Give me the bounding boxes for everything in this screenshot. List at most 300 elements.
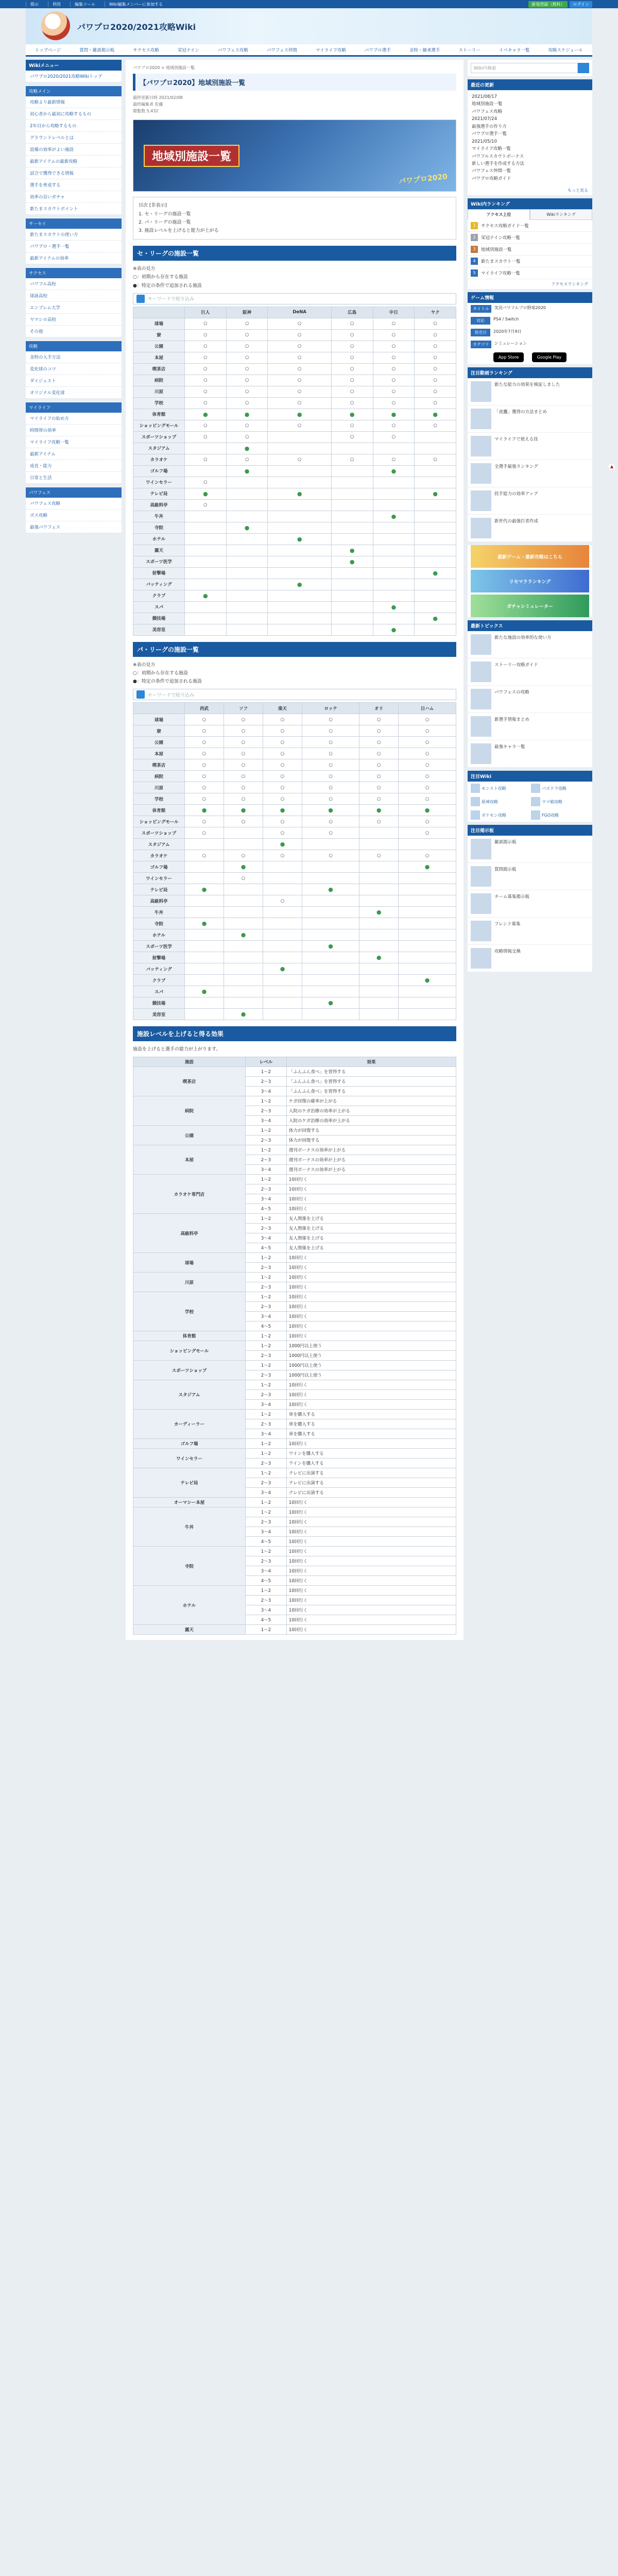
facility-mark	[415, 556, 456, 567]
menu-section	[26, 218, 122, 264]
top-link[interactable]: Wiki編集メンバーに参加する	[105, 2, 167, 7]
video-title: 新世代の最強打者作成	[494, 519, 539, 524]
wiki-link[interactable]	[471, 784, 529, 793]
board-title: フレンド募集	[494, 922, 521, 927]
board-thumbnail	[471, 893, 491, 914]
facility-mark: ○	[399, 850, 456, 861]
facility-mark: ○	[226, 352, 268, 363]
menu-item[interactable]: 金特の入手方法	[26, 351, 122, 363]
menu-section	[26, 487, 122, 533]
facility-mark	[331, 624, 373, 635]
facility-mark	[359, 1009, 399, 1020]
table-row	[133, 397, 456, 409]
wiki-link[interactable]	[531, 797, 589, 806]
toc-item[interactable]: 3. 施設レベルを上げると能力が上がる	[139, 228, 219, 233]
menu-item[interactable]: ダイジェスト	[26, 375, 122, 387]
facility-name: 競技場	[133, 613, 185, 624]
facility-mark	[415, 545, 456, 556]
facility-mark: ●	[415, 488, 456, 499]
meta-line: 最終更新日時 2021/02/08	[133, 95, 183, 100]
menu-item[interactable]: その他	[26, 326, 122, 337]
top-link[interactable]: 編集ツール	[70, 2, 99, 7]
table-row	[133, 624, 456, 635]
site-title[interactable]: パワプロ2020/2021攻略Wiki	[77, 22, 196, 32]
level-range: 4〜5	[245, 1321, 286, 1331]
facility-mark: ●	[359, 907, 399, 918]
team-header: 日ハム	[399, 703, 456, 714]
toc-title[interactable]: 目次 [非表示]	[139, 203, 167, 209]
facility-mark: ○	[359, 782, 399, 793]
video-item[interactable]	[468, 460, 592, 487]
facility-mark: ○	[302, 737, 359, 748]
facility-mark	[331, 613, 373, 624]
facility-mark: ○	[415, 386, 456, 397]
facility-mark	[359, 929, 399, 941]
level-row	[133, 1067, 456, 1077]
level-effect: 友人関係を上げる	[286, 1224, 456, 1233]
facility-mark: ○	[268, 386, 331, 397]
board-item[interactable]	[468, 918, 592, 945]
facility-name: スタジアム	[133, 443, 185, 454]
menu-section	[26, 341, 122, 399]
rank-item[interactable]	[468, 267, 592, 279]
table-row	[133, 318, 456, 329]
menu-top-link[interactable]: パワプロ2020/2021攻略Wikiトップ	[26, 71, 122, 82]
recent-link[interactable]: パワフルスカウトボーナス	[472, 154, 524, 159]
recent-more-link[interactable]: もっと見る	[568, 188, 588, 193]
rank-item[interactable]	[468, 256, 592, 267]
facility-mark: ○	[263, 759, 302, 771]
facility-mark: ●	[185, 488, 227, 499]
facility-mark: ●	[263, 839, 302, 850]
facility-mark: ●	[399, 975, 456, 986]
level-effect: ワインを購入する	[286, 1459, 456, 1468]
facility-mark: ○	[268, 363, 331, 375]
facility-mark: ○	[268, 397, 331, 409]
facility-name: ワインセラー	[133, 477, 185, 488]
central-filter-input[interactable]	[133, 293, 456, 304]
banner-reroll[interactable]: リセマラランキング	[471, 570, 589, 592]
facility-mark: ○	[359, 850, 399, 861]
facility-mark: ●	[302, 941, 359, 952]
facility-mark	[359, 918, 399, 929]
recent-link[interactable]: パワフェス攻略	[472, 109, 503, 114]
facility-name: クラブ	[133, 590, 185, 601]
table-row	[133, 386, 456, 397]
level-effect: 「ふんふん食べ」を習得する	[286, 1087, 456, 1096]
level-range: 1〜2	[245, 1273, 286, 1282]
nav-item[interactable]: 金特・継承選手	[409, 47, 440, 53]
level-effect: 入院のケガ治療の効率が上がる	[286, 1106, 456, 1116]
level-col-header: 効果	[286, 1057, 456, 1067]
menu-item[interactable]: 球詠高校	[26, 290, 122, 302]
facility-name: 露天	[133, 545, 185, 556]
level-row	[133, 1175, 456, 1184]
facility-mark: ●	[415, 567, 456, 579]
level-effect: 10回行く	[286, 1321, 456, 1331]
menu-item[interactable]: マイライフ攻略一覧	[26, 436, 122, 448]
facility-mark	[331, 511, 373, 522]
facility-mark: ○	[185, 816, 224, 827]
login-button[interactable]: ログイン	[570, 1, 592, 8]
recent-link[interactable]: パワプロ選手一覧	[472, 131, 507, 137]
rank-label: 地域別施設一覧	[481, 247, 512, 253]
recent-link[interactable]: 新しい選手を作成する方法	[472, 161, 525, 166]
facility-mark	[302, 963, 359, 975]
search-button[interactable]	[578, 63, 589, 73]
table-row	[133, 918, 456, 929]
menu-item[interactable]: ボス攻略	[26, 510, 122, 521]
facility-mark: ○	[185, 341, 227, 352]
facility-name: 射撃場	[133, 567, 185, 579]
board-item[interactable]	[468, 836, 592, 863]
facility-mark	[359, 941, 399, 952]
menu-section-heading[interactable]: 攻略	[26, 341, 122, 351]
level-effect: 入院のケガ治療の効率が上がる	[286, 1116, 456, 1126]
facility-mark	[185, 443, 227, 454]
facility-mark: ●	[268, 579, 331, 590]
facility-name: 本屋	[133, 748, 185, 759]
menu-item[interactable]: 選手を育成する	[26, 179, 122, 191]
facility-name: 喫茶店	[133, 363, 185, 375]
facility-mark: ○	[226, 420, 268, 431]
facility-mark: ○	[226, 397, 268, 409]
facility-name: スパ	[133, 986, 185, 997]
rank-number: 5	[471, 269, 478, 277]
level-facility: スタジアム	[133, 1380, 246, 1410]
banner-gacha[interactable]: ガチャシミュレーター	[471, 595, 589, 617]
table-row	[133, 827, 456, 839]
level-effect: ワインを購入する	[286, 1449, 456, 1459]
facility-mark	[268, 613, 331, 624]
recent-link[interactable]: パワフェス仲間一覧	[472, 168, 511, 174]
facility-mark	[224, 839, 263, 850]
facility-mark	[399, 839, 456, 850]
menu-item[interactable]: 初心者から最初に攻略するもの	[26, 108, 122, 120]
video-item[interactable]	[468, 487, 592, 515]
facility-mark	[224, 941, 263, 952]
breadcrumb[interactable]: パワプロ2020 > 地域別施設一覧	[133, 65, 195, 70]
rank-label: 栄冠ナイン攻略一覧	[481, 235, 520, 241]
wiki-link[interactable]	[471, 810, 529, 820]
table-row	[133, 613, 456, 624]
facility-mark: ○	[263, 895, 302, 907]
level-effect: 10回行く	[286, 1194, 456, 1204]
topic-title: 新選手情報まとめ	[494, 717, 530, 723]
level-range: 3〜4	[245, 1605, 286, 1615]
level-range: 1〜2	[245, 1175, 286, 1184]
level-range: 1〜2	[245, 1586, 286, 1596]
menu-section-heading[interactable]: マイライフ	[26, 402, 122, 413]
facility-mark	[399, 907, 456, 918]
facility-mark	[226, 511, 268, 522]
wiki-link[interactable]	[471, 797, 529, 806]
level-facility: ワインセラー	[133, 1449, 246, 1468]
team-header: 西武	[185, 703, 224, 714]
level-effect: 10回行く	[286, 1527, 456, 1537]
board-thumbnail	[471, 866, 491, 887]
menu-item[interactable]: 新たまスカウトポイント	[26, 203, 122, 215]
facility-mark: ●	[185, 409, 227, 420]
level-row	[133, 1341, 456, 1351]
video-item[interactable]	[468, 433, 592, 460]
game-info-key: 対応	[471, 317, 490, 325]
facility-mark: ●	[415, 409, 456, 420]
nav-item[interactable]: サクセス攻略	[133, 47, 159, 53]
menu-item[interactable]: 最強パワフェス	[26, 521, 122, 533]
facility-mark: ○	[224, 737, 263, 748]
level-range: 1〜2	[245, 1096, 286, 1106]
app-store-button[interactable]: App Store	[493, 352, 524, 362]
page-top-icon[interactable]: ▲	[609, 464, 615, 470]
signup-button[interactable]: 新規登録（無料）	[528, 1, 568, 8]
toc-item[interactable]: 1. セ・リーグの施設一覧	[139, 211, 191, 217]
level-range: 1〜2	[245, 1341, 286, 1351]
recent-link[interactable]: パワプロ攻略ガイド	[472, 176, 511, 181]
ranking-more-link[interactable]: アクセスランキング	[551, 282, 588, 287]
facility-mark	[224, 827, 263, 839]
level-facility: 高級料亭	[133, 1214, 246, 1253]
menu-item[interactable]: グラウンドレベルとは	[26, 132, 122, 144]
facility-name: 寮	[133, 329, 185, 341]
facility-mark	[331, 533, 373, 545]
level-effect: 10回行く	[286, 1292, 456, 1302]
level-range: 1〜2	[245, 1547, 286, 1556]
level-range: 1〜2	[245, 1439, 286, 1449]
menu-item[interactable]: エンブレム大学	[26, 302, 122, 314]
facility-mark	[185, 907, 224, 918]
nav-item[interactable]: 質問・雑談掲示板	[79, 47, 115, 53]
level-effect: 10回行く	[286, 1253, 456, 1263]
facility-mark: ●	[373, 511, 415, 522]
menu-item[interactable]: ヤマシロ高校	[26, 314, 122, 326]
facility-mark	[185, 873, 224, 884]
menu-item[interactable]: 最新アイテムの最新攻略	[26, 156, 122, 167]
level-effect: 10回行く	[286, 1507, 456, 1517]
facility-mark	[263, 861, 302, 873]
menu-item[interactable]: 変化球のコツ	[26, 363, 122, 375]
rank-item[interactable]	[468, 244, 592, 256]
level-effect: 10回行く	[286, 1331, 456, 1341]
facility-mark	[263, 918, 302, 929]
rank-item[interactable]	[468, 232, 592, 244]
level-facility: 公園	[133, 1126, 246, 1145]
team-header: 阪神	[226, 307, 268, 318]
facility-mark	[399, 952, 456, 963]
nav-item[interactable]: 攻略スケジュール	[548, 47, 583, 53]
topic-thumbnail	[471, 716, 491, 737]
board-item[interactable]	[468, 863, 592, 890]
pacific-filter-input[interactable]	[133, 689, 456, 700]
wiki-link[interactable]	[531, 810, 589, 820]
facility-mark	[185, 624, 227, 635]
facility-mark	[268, 477, 331, 488]
recent-link[interactable]: マイライフ攻略一覧	[472, 146, 511, 152]
menu-section-heading[interactable]: パワフェス	[26, 487, 122, 498]
facility-mark	[302, 918, 359, 929]
top-link[interactable]: 掲示	[26, 2, 43, 7]
site-logo-icon[interactable]	[41, 11, 70, 40]
central-heading: セ・リーグの施設一覧	[133, 246, 456, 261]
banner-latest[interactable]: 最新ゲーム・最新攻略はこちら	[471, 545, 589, 568]
facility-name: 公園	[133, 737, 185, 748]
level-facility: 露天	[133, 1625, 246, 1635]
menu-section	[26, 267, 122, 337]
facility-mark: ○	[263, 850, 302, 861]
facility-mark: ○	[373, 397, 415, 409]
level-range: 2〜3	[245, 1419, 286, 1429]
hero-subtitle: パワプロ2020	[398, 173, 448, 187]
recent-link[interactable]: 最強選手の作り方	[472, 124, 507, 129]
facility-mark	[263, 873, 302, 884]
facility-mark	[263, 929, 302, 941]
table-row	[133, 997, 456, 1009]
nav-item[interactable]: マイライフ攻略	[316, 47, 346, 53]
level-facility: カラオケ専門店	[133, 1175, 246, 1214]
facility-mark	[226, 499, 268, 511]
level-col-header: レベル	[245, 1057, 286, 1067]
wiki-thumbnail	[471, 784, 480, 793]
level-facility: ショッピングモール	[133, 1341, 246, 1361]
menu-item[interactable]: パワフェス攻略	[26, 498, 122, 510]
board-title: 攻略情報交換	[494, 949, 521, 955]
video-thumbnail	[471, 463, 491, 484]
topic-item[interactable]	[468, 713, 592, 740]
facility-mark: ●	[226, 443, 268, 454]
level-range: 4〜5	[245, 1615, 286, 1625]
video-title: 「虎鷹」獲得の方法まとめ	[494, 410, 547, 415]
menu-item[interactable]: 最新アイテム	[26, 448, 122, 460]
facility-name: 美容室	[133, 624, 185, 635]
nav-item[interactable]: パワフェス仲間	[266, 47, 297, 53]
facility-mark: ○	[302, 759, 359, 771]
team-header: DeNA	[268, 307, 331, 318]
topic-item[interactable]	[468, 740, 592, 768]
game-info-row	[468, 303, 592, 315]
facility-mark	[185, 522, 227, 533]
wiki-thumbnail	[531, 784, 540, 793]
facility-mark: ○	[359, 714, 399, 725]
menu-item[interactable]: オリジナル変化球	[26, 387, 122, 399]
board-item[interactable]	[468, 890, 592, 918]
level-row	[133, 1625, 456, 1635]
level-range: 1〜2	[245, 1292, 286, 1302]
menu-item[interactable]: マイライフの始め方	[26, 413, 122, 425]
rank-item[interactable]	[468, 220, 592, 232]
wiki-row	[468, 795, 592, 808]
facility-mark: ○	[331, 454, 373, 465]
level-range: 2〜3	[245, 1302, 286, 1312]
facility-name: 学校	[133, 397, 185, 409]
level-effect: 「ふんふん食べ」を習得する	[286, 1067, 456, 1077]
menu-section-heading[interactable]: 攻略メイン	[26, 86, 122, 96]
tab-wiki-ranking[interactable]: Wikiランキング	[530, 209, 592, 220]
nav-item[interactable]: イベキャラ一覧	[499, 47, 530, 53]
facility-mark	[415, 477, 456, 488]
level-effect: 10回行く	[286, 1263, 456, 1273]
level-facility: テレビ局	[133, 1468, 246, 1498]
video-item[interactable]	[468, 378, 592, 405]
facility-mark: ○	[373, 454, 415, 465]
topic-item[interactable]	[468, 686, 592, 713]
table-row	[133, 963, 456, 975]
facility-name: スポーツショップ	[133, 431, 185, 443]
menu-item[interactable]: 新たまスカウトの使い方	[26, 229, 122, 241]
menu-item[interactable]: 最新アイテムの効率	[26, 252, 122, 264]
topic-item[interactable]	[468, 631, 592, 658]
tab-access[interactable]: アクセス上位	[468, 209, 530, 220]
menu-item[interactable]: 効率の良いガチャ	[26, 191, 122, 203]
facility-mark	[359, 873, 399, 884]
menu-section-heading[interactable]: サクセス	[26, 267, 122, 278]
wiki-row	[468, 782, 592, 795]
menu-item[interactable]: パワフル高校	[26, 278, 122, 290]
table-row	[133, 465, 456, 477]
facility-name: 公園	[133, 341, 185, 352]
facility-name: 寺院	[133, 522, 185, 533]
wiki-search-input[interactable]: Wiki内検索	[471, 63, 578, 73]
toc-item[interactable]: 2. パ・リーグの施設一覧	[139, 219, 191, 225]
facility-mark: ○	[399, 737, 456, 748]
menu-item[interactable]: 試合で獲得できる情報	[26, 167, 122, 179]
nav-item[interactable]: 栄冠ナイン	[177, 47, 199, 53]
menu-item[interactable]: 2年目から攻略するもの	[26, 120, 122, 132]
legend-title: ※表の見方	[133, 266, 156, 272]
nav-item[interactable]: パワフェス攻略	[217, 47, 248, 53]
facility-mark: ●	[226, 522, 268, 533]
nav-item[interactable]: パワプロ選手	[364, 47, 391, 53]
facility-mark	[373, 522, 415, 533]
recent-link[interactable]: 地域別施設一覧	[472, 101, 503, 107]
menu-item[interactable]: 日常と生活	[26, 472, 122, 484]
menu-item[interactable]: 設備の効率がよい施設	[26, 144, 122, 156]
facility-mark: ○	[399, 725, 456, 737]
menu-item[interactable]: パワプロ・選手一覧	[26, 241, 122, 252]
board-item[interactable]	[468, 945, 592, 972]
top-link[interactable]: 利用	[48, 2, 65, 7]
facility-mark: ○	[373, 329, 415, 341]
game-info-row	[468, 327, 592, 338]
level-row	[133, 1331, 456, 1341]
facility-mark: ○	[185, 454, 227, 465]
facility-mark: ○	[263, 771, 302, 782]
menu-item[interactable]: 成長・能力	[26, 460, 122, 472]
google-play-button[interactable]: Google Play	[532, 352, 566, 362]
filter-placeholder: キーワードで絞り込み	[148, 297, 195, 302]
facility-mark: ○	[331, 386, 373, 397]
facility-mark: ●	[373, 409, 415, 420]
table-row	[133, 375, 456, 386]
rank-number: 3	[471, 246, 478, 253]
nav-item[interactable]: ストーリー	[458, 47, 480, 53]
level-range: 4〜5	[245, 1243, 286, 1253]
menu-item[interactable]: 時間帯の効率	[26, 425, 122, 436]
facility-mark: ○	[302, 793, 359, 805]
wiki-link[interactable]	[531, 784, 589, 793]
level-effect: 10回行く	[286, 1615, 456, 1625]
menu-section-heading[interactable]: サーセイ	[26, 218, 122, 229]
facility-mark	[185, 839, 224, 850]
facility-name: 高級料亭	[133, 895, 185, 907]
level-range: 2〜3	[245, 1077, 286, 1087]
menu-item[interactable]: 攻略より最新情報	[26, 96, 122, 108]
topic-item[interactable]	[468, 658, 592, 686]
level-effect: 体力が回復する	[286, 1126, 456, 1136]
video-item[interactable]	[468, 515, 592, 542]
nav-item[interactable]: トップページ	[35, 47, 61, 53]
table-row	[133, 590, 456, 601]
video-item[interactable]	[468, 405, 592, 433]
